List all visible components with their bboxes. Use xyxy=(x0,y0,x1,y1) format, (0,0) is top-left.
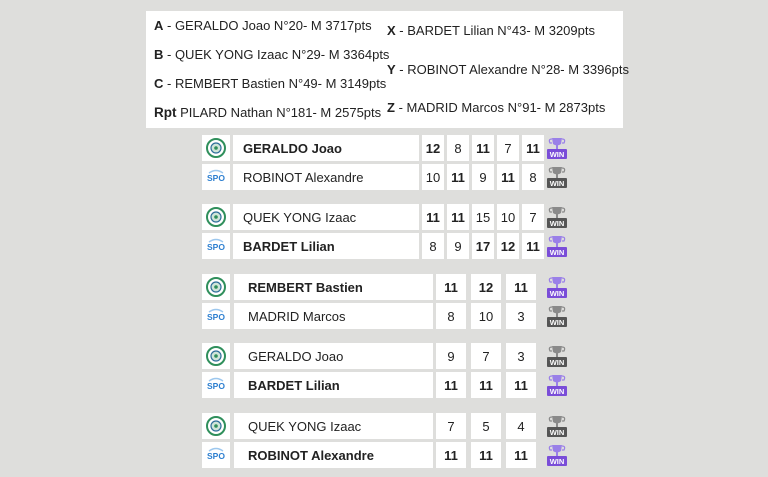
set-score: 11 xyxy=(506,274,536,300)
set-score: 7 xyxy=(497,135,519,161)
lineup-entry xyxy=(154,18,372,33)
win-badge-inactive xyxy=(546,205,568,229)
player-code: C xyxy=(154,76,164,91)
set-score: 11 xyxy=(422,204,444,230)
set-score: 15 xyxy=(472,204,494,230)
lineup-entry xyxy=(154,105,381,120)
win-badge-icon xyxy=(546,136,568,160)
set-score: 4 xyxy=(506,413,536,439)
match-block xyxy=(202,274,572,331)
home-player-row xyxy=(202,204,572,230)
spo-logo-icon xyxy=(205,444,227,466)
set-score: 8 xyxy=(522,164,544,190)
player-code: Y xyxy=(387,62,396,77)
club-logo xyxy=(202,303,230,329)
win-badge-icon xyxy=(546,234,568,258)
set-score: 10 xyxy=(471,303,501,329)
win-badge xyxy=(546,373,568,397)
away-player-row xyxy=(202,303,572,329)
win-label: WIN xyxy=(549,248,565,257)
club-logo xyxy=(202,233,230,259)
set-score: 11 xyxy=(506,372,536,398)
set-score: 7 xyxy=(436,413,466,439)
club-logo xyxy=(202,135,230,161)
away-player-row xyxy=(202,164,572,190)
club-crest-icon xyxy=(205,137,227,159)
spo-logo-text: SPO xyxy=(207,242,225,252)
player-info: - MADRID Marcos N°91- M 2873pts xyxy=(394,100,606,115)
player-name: GERALDO Joao xyxy=(234,343,433,369)
player-code: Z xyxy=(387,100,395,115)
lineup-entry xyxy=(387,62,629,77)
player-info: - BARDET Lilian N°43- M 3209pts xyxy=(395,23,595,38)
club-logo xyxy=(202,274,230,300)
set-score: 8 xyxy=(436,303,466,329)
win-badge-inactive xyxy=(546,344,568,368)
lineup-panel xyxy=(146,11,629,128)
win-badge-inactive-icon xyxy=(546,165,568,189)
match-block xyxy=(202,413,572,470)
home-player-row xyxy=(202,135,572,161)
win-badge-inactive xyxy=(546,304,568,328)
set-score: 9 xyxy=(436,343,466,369)
player-name: ROBINOT Alexandre xyxy=(233,164,419,190)
player-info: - REMBERT Bastien N°49- M 3149pts xyxy=(163,76,387,91)
lineup-entry xyxy=(154,76,386,91)
club-logo xyxy=(202,442,230,468)
player-info: - QUEK YONG Izaac N°29- M 3364pts xyxy=(163,47,390,62)
set-score: 17 xyxy=(472,233,494,259)
player-name: MADRID Marcos xyxy=(234,303,433,329)
away-player-row xyxy=(202,233,572,259)
spo-logo-text: SPO xyxy=(207,381,225,391)
win-label: WIN xyxy=(549,358,565,367)
win-label: WIN xyxy=(549,219,565,228)
club-logo xyxy=(202,372,230,398)
set-score: 11 xyxy=(471,372,501,398)
set-score: 12 xyxy=(471,274,501,300)
set-score: 11 xyxy=(506,442,536,468)
win-badge-inactive-icon xyxy=(546,414,568,438)
set-score: 3 xyxy=(506,343,536,369)
win-badge-inactive-icon xyxy=(546,344,568,368)
spo-logo-icon xyxy=(205,305,227,327)
set-score: 5 xyxy=(471,413,501,439)
set-score: 11 xyxy=(472,135,494,161)
club-crest-icon xyxy=(205,345,227,367)
player-info: - ROBINOT Alexandre N°28- M 3396pts xyxy=(395,62,629,77)
win-label: WIN xyxy=(549,318,565,327)
win-label: WIN xyxy=(549,179,565,188)
match-block xyxy=(202,343,572,400)
player-name: QUEK YONG Izaac xyxy=(234,413,433,439)
spo-logo-text: SPO xyxy=(207,173,225,183)
set-score: 10 xyxy=(497,204,519,230)
set-score: 12 xyxy=(422,135,444,161)
player-name: BARDET Lilian xyxy=(234,372,433,398)
set-score: 8 xyxy=(447,135,469,161)
set-score: 11 xyxy=(471,442,501,468)
player-name: GERALDO Joao xyxy=(233,135,419,161)
lineup-entry xyxy=(154,47,389,62)
club-crest-icon xyxy=(205,415,227,437)
win-label: WIN xyxy=(549,457,565,466)
player-info: - GERALDO Joao N°20- M 3717pts xyxy=(163,18,372,33)
player-name: REMBERT Bastien xyxy=(234,274,433,300)
lineup-entry xyxy=(387,100,605,115)
home-player-row xyxy=(202,413,572,439)
set-score: 11 xyxy=(436,372,466,398)
spo-logo-text: SPO xyxy=(207,451,225,461)
spo-logo-text: SPO xyxy=(207,312,225,322)
set-score: 3 xyxy=(506,303,536,329)
set-score: 7 xyxy=(471,343,501,369)
win-badge xyxy=(546,275,568,299)
lineup-entry xyxy=(387,23,595,38)
win-label: WIN xyxy=(549,289,565,298)
club-logo xyxy=(202,164,230,190)
set-score: 11 xyxy=(447,204,469,230)
set-score: 11 xyxy=(447,164,469,190)
player-code: Rpt xyxy=(154,105,177,120)
win-badge-icon xyxy=(546,443,568,467)
player-name: ROBINOT Alexandre xyxy=(234,442,433,468)
home-player-row xyxy=(202,274,572,300)
club-logo xyxy=(202,343,230,369)
set-score: 7 xyxy=(522,204,544,230)
set-score: 11 xyxy=(522,135,544,161)
away-player-row xyxy=(202,442,572,468)
win-badge xyxy=(546,136,568,160)
win-badge xyxy=(546,234,568,258)
player-name: BARDET Lilian xyxy=(233,233,419,259)
set-score: 11 xyxy=(497,164,519,190)
spo-logo-icon xyxy=(205,235,227,257)
set-score: 9 xyxy=(472,164,494,190)
win-label: WIN xyxy=(549,387,565,396)
match-block xyxy=(202,204,572,261)
home-player-row xyxy=(202,343,572,369)
away-player-row xyxy=(202,372,572,398)
win-badge-inactive-icon xyxy=(546,304,568,328)
player-code: B xyxy=(154,47,164,62)
win-label: WIN xyxy=(549,150,565,159)
player-info: PILARD Nathan N°181- M 2575pts xyxy=(176,105,382,120)
win-badge-inactive-icon xyxy=(546,205,568,229)
win-badge-inactive xyxy=(546,165,568,189)
club-logo xyxy=(202,413,230,439)
spo-logo-icon xyxy=(205,166,227,188)
set-score: 12 xyxy=(497,233,519,259)
player-code: X xyxy=(387,23,396,38)
player-code: A xyxy=(154,18,164,33)
set-score: 11 xyxy=(436,442,466,468)
player-name: QUEK YONG Izaac xyxy=(233,204,419,230)
win-badge-inactive xyxy=(546,414,568,438)
win-label: WIN xyxy=(549,428,565,437)
spo-logo-icon xyxy=(205,374,227,396)
win-badge-icon xyxy=(546,275,568,299)
set-score: 8 xyxy=(422,233,444,259)
set-score: 11 xyxy=(436,274,466,300)
club-logo xyxy=(202,204,230,230)
set-score: 10 xyxy=(422,164,444,190)
win-badge-icon xyxy=(546,373,568,397)
set-score: 9 xyxy=(447,233,469,259)
club-crest-icon xyxy=(205,276,227,298)
win-badge xyxy=(546,443,568,467)
set-score: 11 xyxy=(522,233,544,259)
club-crest-icon xyxy=(205,206,227,228)
match-block xyxy=(202,135,572,192)
